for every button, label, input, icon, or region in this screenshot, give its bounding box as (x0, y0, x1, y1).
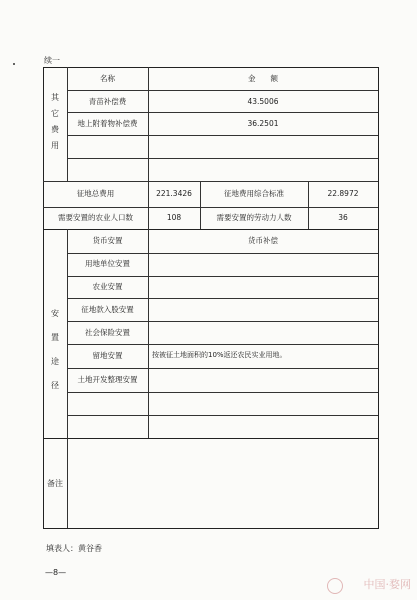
row-line (67, 392, 378, 393)
col-line (148, 229, 149, 438)
table-top-border (43, 67, 379, 68)
row-line (43, 207, 378, 208)
other-cost-name: 地上附着物补偿费 (77, 119, 138, 128)
agri-population-label: 需要安置的农业人口数 (58, 213, 133, 222)
table-left-border (43, 67, 44, 528)
row-line (67, 90, 378, 91)
table-bottom-border (43, 528, 379, 529)
col-header-amount: 金 额 (248, 74, 278, 83)
section-line (43, 181, 378, 182)
other-cost-name: 青苗补偿费 (88, 97, 127, 106)
col-header-name: 名称 (100, 74, 115, 83)
watermark-text: 中国·婺网 (363, 578, 411, 591)
row-line (67, 253, 378, 254)
page-number: —8— (45, 568, 67, 577)
other-costs-section-label: 其 它 费 用 (51, 93, 59, 150)
standard-value: 22.8972 (327, 189, 359, 198)
section-line (43, 438, 379, 439)
row-line (67, 135, 378, 136)
standard-label: 征地费用综合标准 (224, 189, 284, 198)
resettlement-value: 按被征土地面积的10%返还农民实业用地。 (152, 351, 287, 359)
row-line (67, 368, 378, 369)
agri-population-value: 108 (166, 213, 182, 222)
watermark-logo-icon (327, 578, 343, 594)
other-cost-amount: 36.2501 (247, 119, 279, 128)
resettlement-value: 货币补偿 (248, 236, 278, 245)
remarks-label: 备注 (47, 479, 63, 488)
continued-label: 续一 (44, 56, 60, 65)
margin-mark (13, 63, 15, 65)
row-line (67, 112, 378, 113)
resettlement-method: 土地开发整理安置 (77, 375, 138, 384)
labor-count-value: 36 (338, 213, 348, 222)
filler-label: 填表人：黄谷香 (46, 544, 102, 553)
col-line (308, 181, 309, 229)
section-line (43, 229, 379, 230)
total-cost-value: 221.3426 (156, 189, 192, 198)
resettlement-method: 用地单位安置 (85, 259, 130, 268)
resettlement-section-label: 安 置 途 径 (51, 309, 59, 390)
resettlement-method: 留地安置 (92, 351, 123, 360)
row-line (67, 321, 378, 322)
total-cost-label: 征地总费用 (76, 189, 115, 198)
row-line (67, 415, 378, 416)
labor-count-label: 需要安置的劳动力人数 (216, 213, 292, 222)
col-line (200, 181, 201, 229)
row-line (67, 298, 378, 299)
resettlement-method: 货币安置 (92, 236, 123, 245)
resettlement-method: 社会保险安置 (85, 328, 130, 337)
remarks-divider (67, 438, 68, 528)
row-line (67, 276, 378, 277)
row-line (67, 344, 378, 345)
table-right-border (378, 67, 379, 528)
resettlement-method: 农业安置 (92, 282, 123, 291)
other-cost-amount: 43.5006 (247, 97, 279, 106)
resettlement-method: 征地款入股安置 (81, 305, 134, 314)
col-line (148, 181, 149, 229)
row-line (67, 158, 378, 159)
